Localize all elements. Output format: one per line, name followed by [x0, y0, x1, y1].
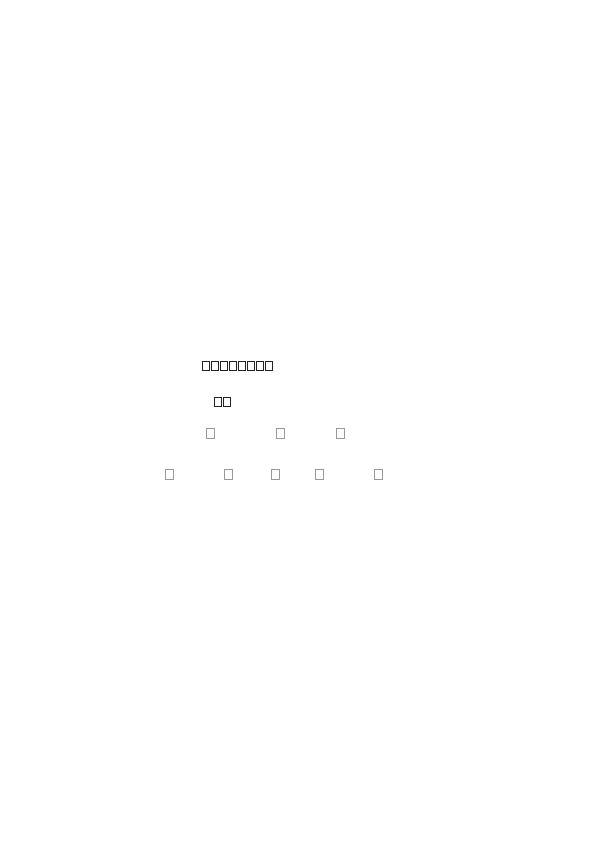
npa-box [229, 361, 237, 371]
edad-box [214, 397, 222, 407]
npa-box [238, 361, 246, 371]
genero-option-2-box [276, 428, 285, 439]
npa-box [247, 361, 255, 371]
acceso-option-2-box [224, 469, 233, 480]
genero-option-1-box [206, 428, 215, 439]
npa-box [256, 361, 264, 371]
acceso-option-5-box [374, 469, 383, 480]
acceso-option-4-box [315, 469, 324, 480]
npa-box [220, 361, 228, 371]
acceso-option-1-box [165, 469, 174, 480]
acceso-option-3-box [271, 469, 280, 480]
npa-box [265, 361, 273, 371]
npa-box [202, 361, 210, 371]
edad-box [223, 397, 231, 407]
genero-option-3-box [336, 428, 345, 439]
questionnaire-image [160, 272, 460, 642]
npa-box [211, 361, 219, 371]
